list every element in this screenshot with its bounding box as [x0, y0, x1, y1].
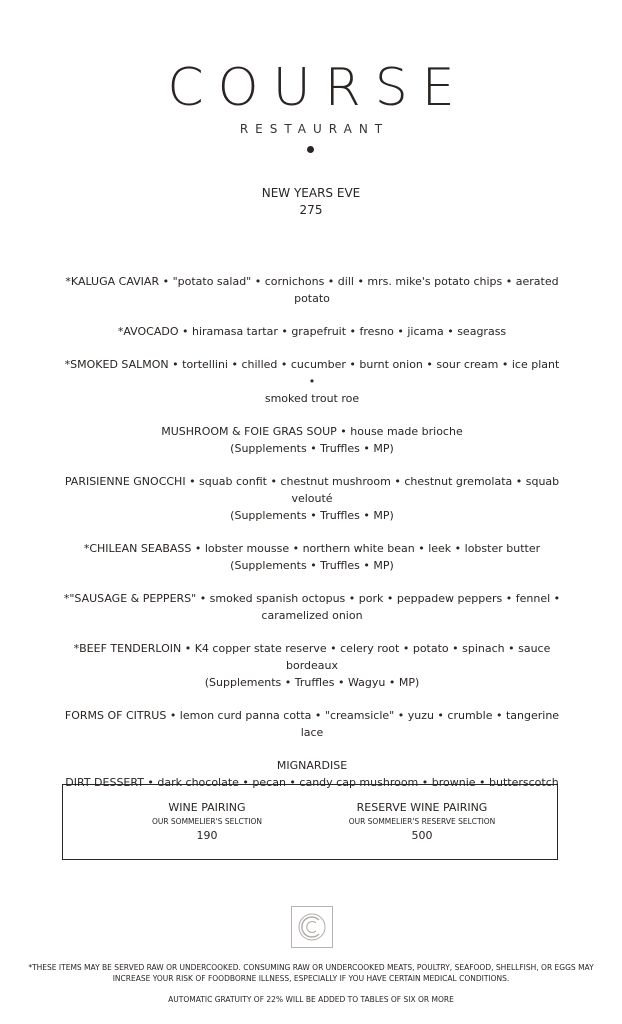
wine-pairing-title: WINE PAIRING: [168, 801, 246, 814]
menu-course-line: FORMS OF CITRUS • lemon curd panna cotta • "creamsicle" • yuzu • crumble • tangerine lace: [64, 709, 560, 739]
menu-course-line: *KALUGA CAVIAR • "potato salad" • cornichons • dill • mrs. mike's potato chips • aerated potato: [65, 275, 559, 305]
menu-course: [60, 707, 564, 741]
menu-course-line: DIRT DESSERT • dark chocolate • pecan • candy cap mushroom • brownie • butterscotch: [65, 776, 559, 789]
reserve-wine-pairing: [322, 801, 522, 843]
menu-course-line: *SMOKED SALMON • tortellini • chilled • cucumber • burnt onion • sour cream • ice plant •: [64, 358, 560, 388]
menu-course: [60, 423, 564, 457]
menu-course-line: MIGNARDISE: [276, 759, 348, 772]
raw-food-disclaimer: *THESE ITEMS MAY BE SERVED RAW OR UNDERCOOKED. CONSUMING RAW OR UNDERCOOKED MEATS, POULTRY, SEAFOOD, SHELLFISH, OR EGGS MAY INCREASE YOUR RISK OF FOODBORNE ILLNESS, ESPECIALLY IF YOU HAVE CERTAIN MEDICAL CONDITIONS.: [28, 963, 594, 983]
reserve-pairing-title: RESERVE WINE PAIRING: [356, 801, 488, 814]
menu-course-line: (Supplements • Truffles • MP): [230, 559, 394, 572]
menu-course: [60, 356, 564, 407]
restaurant-logo-wordmark: COURSE: [167, 58, 469, 118]
menu-course-line: PARISIENNE GNOCCHI • squab confit • chestnut mushroom • chestnut gremolata • squab: [64, 475, 560, 488]
menu-course: [60, 540, 564, 574]
reserve-pairing-subtitle: OUR SOMMELIER'S RESERVE SELCTION: [348, 817, 496, 826]
menu-course-line: *AVOCADO • hiramasa tartar • grapefruit • fresno • jicama • seagrass: [117, 325, 507, 338]
wine-pairing-subtitle: OUR SOMMELIER'S SELCTION: [151, 817, 263, 826]
tasting-menu: [60, 273, 564, 807]
logo-dot: [307, 146, 314, 153]
gratuity-notice: AUTOMATIC GRATUITY OF 22% WILL BE ADDED TO TABLES OF SIX OR MORE: [168, 995, 454, 1004]
menu-course-line: smoked trout roe: [264, 392, 360, 405]
menu-course-line: velouté: [291, 492, 333, 505]
reserve-pairing-price: 500: [411, 829, 433, 842]
menu-course: [60, 640, 564, 691]
wine-pairing-box: [62, 784, 558, 860]
wine-pairing-price: 190: [196, 829, 218, 842]
event-price: 275: [299, 203, 323, 217]
menu-course: [60, 590, 564, 624]
event-header: [0, 185, 622, 219]
menu-course-line: *CHILEAN SEABASS • lobster mousse • northern white bean • leek • lobster butter: [83, 542, 541, 555]
event-title: NEW YEARS EVE: [261, 186, 361, 200]
menu-course-line: *BEEF TENDERLOIN • K4 copper state reserve • celery root • potato • spinach • sauce bordeaux: [73, 642, 551, 672]
menu-course: [60, 273, 564, 307]
wine-pairing: [107, 801, 307, 843]
restaurant-logo-subtitle: RESTAURANT: [239, 122, 390, 136]
menu-course-line: (Supplements • Truffles • Wagyu • MP): [204, 676, 420, 689]
menu-course-line: caramelized onion: [261, 609, 363, 622]
menu-course-line: (Supplements • Truffles • MP): [230, 442, 394, 455]
monogram-logo-icon: [291, 906, 333, 948]
menu-course-line: *"SAUSAGE & PEPPERS" • smoked spanish octopus • pork • peppadew peppers • fennel •: [63, 592, 561, 605]
menu-course: [60, 473, 564, 524]
menu-course-line: MUSHROOM & FOIE GRAS SOUP • house made brioche: [161, 425, 463, 438]
menu-course-line: (Supplements • Truffles • MP): [230, 509, 394, 522]
menu-course: [60, 323, 564, 340]
